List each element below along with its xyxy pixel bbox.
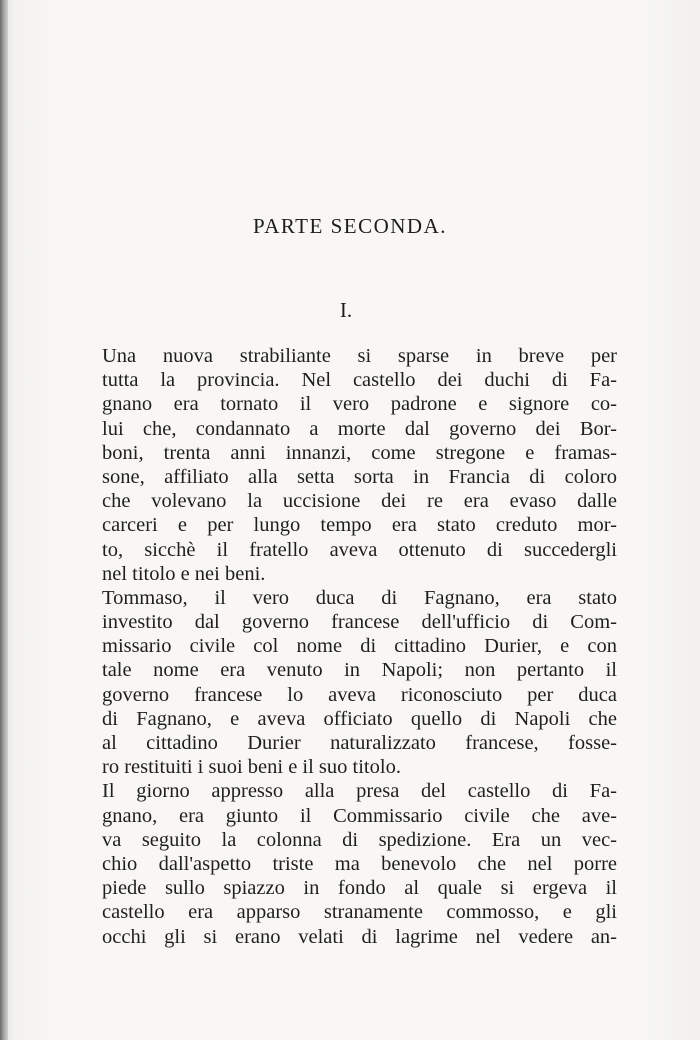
text-line: lui che, condannato a morte dal governo dei Bor-	[102, 417, 617, 440]
text-line: chio dall'aspetto triste ma benevolo che nel porre	[102, 852, 617, 875]
text-line: boni, trenta anni innanzi, come stregone e framas-	[102, 441, 617, 464]
text-line: to, sicchè il fratello aveva ottenuto di succedergli	[102, 538, 617, 561]
text-line: gnano, era giunto il Commissario civile che ave-	[102, 804, 617, 827]
text-line: Tommaso, il vero duca di Fagnano, era stato	[102, 586, 617, 609]
text-line: castello era apparso stranamente commosso, e gli	[102, 901, 617, 924]
text-line: governo francese lo aveva riconosciuto per duca	[102, 683, 617, 706]
text-line: missario civile col nome di cittadino Durier, e con	[102, 635, 617, 658]
text-line: nel titolo e nei beni.	[102, 562, 266, 585]
text-line: ro restituiti i suoi beni e il suo titolo.	[102, 756, 401, 779]
text-line: occhi gli si erano velati di lagrime nel vedere an-	[102, 925, 617, 948]
text-line: va seguito la colonna di spedizione. Era un vec-	[102, 828, 617, 851]
text-line: sone, affiliato alla setta sorta in Francia di coloro	[102, 465, 617, 488]
text-line: tale nome era venuto in Napoli; non pertanto il	[102, 659, 617, 682]
text-line: Una nuova strabiliante si sparse in breve per	[102, 345, 617, 367]
text-line: piede sullo spiazzo in fondo al quale si ergeva il	[102, 877, 617, 900]
text-line: al cittadino Durier naturalizzato francese, fosse-	[102, 732, 617, 754]
text-line: di Fagnano, e aveva officiato quello di Napoli che	[102, 707, 617, 730]
text-line: carceri e per lungo tempo era stato creduto mor-	[102, 514, 617, 537]
text-line: che volevano la uccisione dei re era evaso dalle	[102, 490, 617, 513]
body-text	[102, 344, 617, 949]
text-line: gnano era tornato il vero padrone e signore co-	[102, 393, 617, 416]
page-binding-edge	[0, 0, 8, 1040]
text-line: Il giorno appresso alla presa del castello di Fa-	[102, 780, 617, 803]
text-line: tutta la provincia. Nel castello dei duchi di Fa-	[102, 369, 617, 392]
part-heading: PARTE SECONDA.	[253, 214, 447, 238]
text-line: investito dal governo francese dell'ufficio di Com-	[102, 611, 617, 634]
chapter-number: I.	[339, 298, 353, 322]
